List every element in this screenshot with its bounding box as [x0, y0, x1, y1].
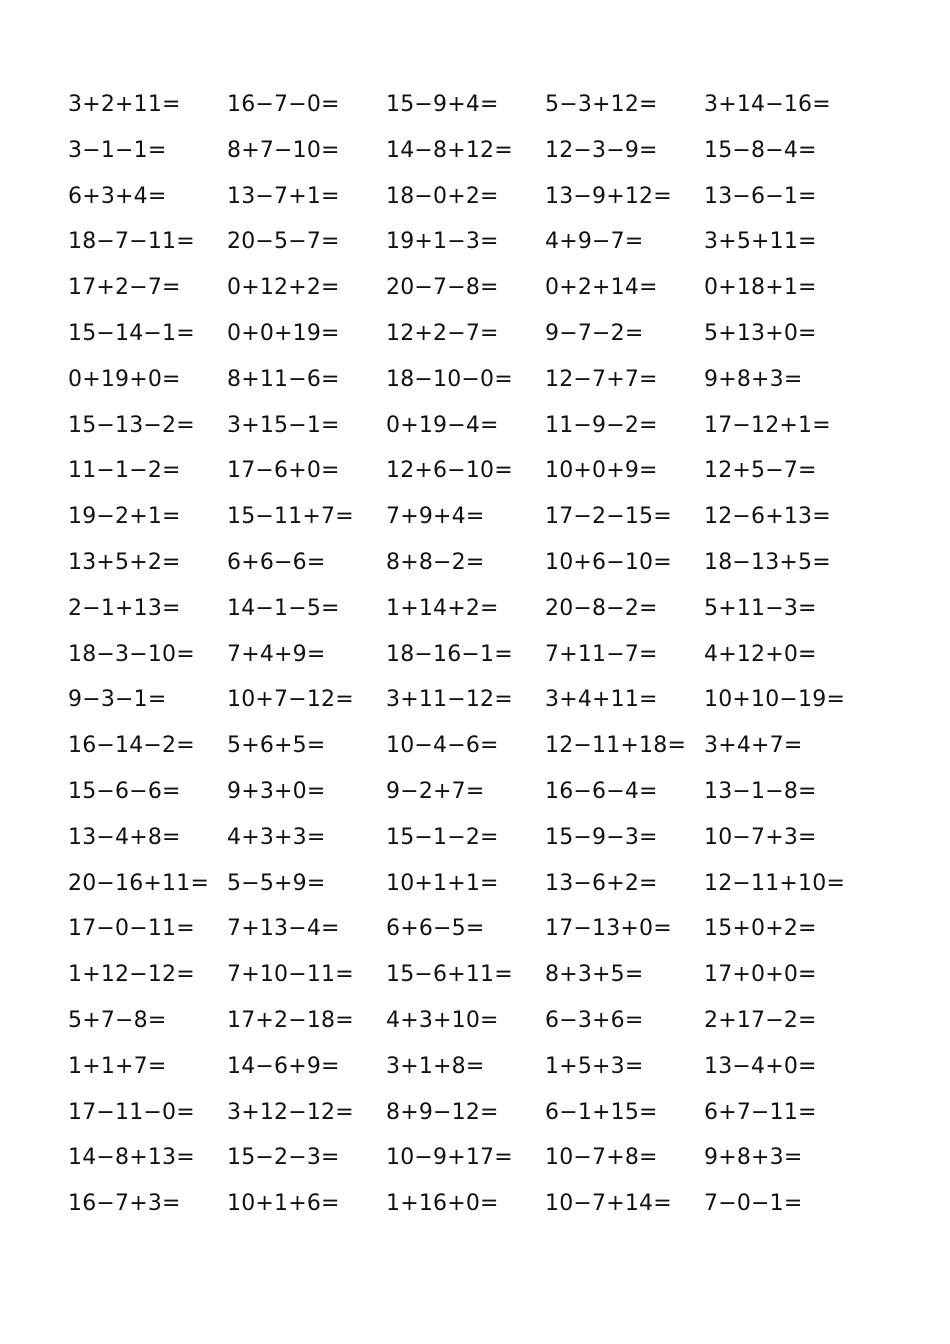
math-problem: 17+2−7=: [68, 275, 181, 301]
math-problem: 12+5−7=: [704, 458, 817, 484]
math-problem: 12+6−10=: [386, 458, 513, 484]
math-problem: 12−11+10=: [704, 870, 846, 896]
math-problem: 6−3+6=: [545, 1007, 644, 1033]
math-problem: 16−6−4=: [545, 778, 658, 804]
math-problem: 14−6+9=: [227, 1053, 340, 1079]
math-problem: 3+4+11=: [545, 687, 658, 713]
math-problem: 15−2−3=: [227, 1145, 340, 1171]
math-problem: 9+3+0=: [227, 778, 326, 804]
math-problem: 6+3+4=: [68, 183, 167, 209]
math-problem: 11−9−2=: [545, 412, 658, 438]
math-problem: 4+3+10=: [386, 1007, 499, 1033]
math-problem: 2−1+13=: [68, 595, 181, 621]
math-problem: 10−7+8=: [545, 1145, 658, 1171]
math-problem: 1+5+3=: [545, 1053, 644, 1079]
math-problem: 20−16+11=: [68, 870, 210, 896]
math-problem: 0+12+2=: [227, 275, 340, 301]
math-problem: 16−7+3=: [68, 1191, 181, 1217]
math-problem: 12−6+13=: [704, 504, 831, 530]
math-problem: 10+10−19=: [704, 687, 846, 713]
math-problem: 8+11−6=: [227, 366, 340, 392]
math-problem: 12−11+18=: [545, 733, 687, 759]
math-problem: 13−1−8=: [704, 778, 817, 804]
math-problem: 3+2+11=: [68, 92, 181, 117]
math-problem: 3−1−1=: [68, 137, 167, 163]
math-problem: 6+6−6=: [227, 549, 326, 575]
math-problem: 12−3−9=: [545, 137, 658, 163]
math-problem: 9+8+3=: [704, 366, 803, 392]
math-problem: 8+7−10=: [227, 137, 340, 163]
math-problem: 9−3−1=: [68, 687, 167, 713]
math-problem: 3+12−12=: [227, 1099, 354, 1125]
math-problem: 18−13+5=: [704, 549, 831, 575]
math-problem: 13−4+8=: [68, 824, 181, 850]
math-problem: 15−6−6=: [68, 778, 181, 804]
math-problem: 17−12+1=: [704, 412, 831, 438]
math-problem: 5−3+12=: [545, 92, 658, 117]
math-problem: 13−9+12=: [545, 183, 672, 209]
math-problem: 10+0+9=: [545, 458, 658, 484]
math-problem: 10−7+14=: [545, 1191, 672, 1217]
math-problem: 19+1−3=: [386, 229, 499, 255]
math-problem: 17−6+0=: [227, 458, 340, 484]
math-problem: 15−11+7=: [227, 504, 354, 530]
math-problem: 17−0−11=: [68, 916, 195, 942]
math-problem: 8+8−2=: [386, 549, 485, 575]
math-problem: 18−10−0=: [386, 366, 513, 392]
math-problem: 9+8+3=: [704, 1145, 803, 1171]
math-problem: 14−8+13=: [68, 1145, 195, 1171]
math-problem: 0+0+19=: [227, 320, 340, 346]
math-problem: 18−3−10=: [68, 641, 195, 667]
math-problem: 3+11−12=: [386, 687, 513, 713]
math-problem: 0+19−4=: [386, 412, 499, 438]
math-problem: 19−2+1=: [68, 504, 181, 530]
problem-grid: [68, 82, 898, 1227]
math-problem: 10+7−12=: [227, 687, 354, 713]
math-problem: 0+18+1=: [704, 275, 817, 301]
math-problem: 10+1+6=: [227, 1191, 340, 1217]
math-problem: 2+17−2=: [704, 1007, 817, 1033]
math-problem: 13−6+2=: [545, 870, 658, 896]
math-problem: 10−9+17=: [386, 1145, 513, 1171]
math-problem: 10+6−10=: [545, 549, 672, 575]
math-problem: 5+7−8=: [68, 1007, 167, 1033]
math-problem: 14−1−5=: [227, 595, 340, 621]
math-problem: 1+12−12=: [68, 962, 195, 988]
math-problem: 10−7+3=: [704, 824, 817, 850]
math-problem: 13−7+1=: [227, 183, 340, 209]
math-problem: 7+10−11=: [227, 962, 354, 988]
math-problem: 17−11−0=: [68, 1099, 195, 1125]
math-problem: 17−2−15=: [545, 504, 672, 530]
math-problem: 15+0+2=: [704, 916, 817, 942]
math-problem: 3+5+11=: [704, 229, 817, 255]
math-problem: 4+3+3=: [227, 824, 326, 850]
math-problem: 5+13+0=: [704, 320, 817, 346]
math-problem: 6−1+15=: [545, 1099, 658, 1125]
math-problem: 12+2−7=: [386, 320, 499, 346]
math-problem: 7+13−4=: [227, 916, 340, 942]
math-problem: 16−14−2=: [68, 733, 195, 759]
math-problem: 8+9−12=: [386, 1099, 499, 1125]
math-problem: 7+9+4=: [386, 504, 485, 530]
math-problem: 13−4+0=: [704, 1053, 817, 1079]
math-problem: 18−0+2=: [386, 183, 499, 209]
math-problem: 7+11−7=: [545, 641, 658, 667]
math-problem: 17+2−18=: [227, 1007, 354, 1033]
math-problem: 15−9+4=: [386, 92, 499, 117]
math-problem: 15−9−3=: [545, 824, 658, 850]
math-problem: 3+15−1=: [227, 412, 340, 438]
math-problem: 16−7−0=: [227, 92, 340, 117]
math-problem: 6+7−11=: [704, 1099, 817, 1125]
math-problem: 3+4+7=: [704, 733, 803, 759]
math-problem: 7−0−1=: [704, 1191, 803, 1217]
math-problem: 13−6−1=: [704, 183, 817, 209]
math-problem: 14−8+12=: [386, 137, 513, 163]
math-problem: 17+0+0=: [704, 962, 817, 988]
math-problem: 11−1−2=: [68, 458, 181, 484]
math-problem: 20−8−2=: [545, 595, 658, 621]
math-problem: 15−6+11=: [386, 962, 513, 988]
math-problem: 1+14+2=: [386, 595, 499, 621]
math-problem: 10+1+1=: [386, 870, 499, 896]
math-problem: 6+6−5=: [386, 916, 485, 942]
math-problem: 1+1+7=: [68, 1053, 167, 1079]
math-problem: 17−13+0=: [545, 916, 672, 942]
math-problem: 10−4−6=: [386, 733, 499, 759]
math-problem: 5+6+5=: [227, 733, 326, 759]
math-problem: 15−1−2=: [386, 824, 499, 850]
math-problem: 20−5−7=: [227, 229, 340, 255]
math-problem: 0+19+0=: [68, 366, 181, 392]
math-problem: 15−8−4=: [704, 137, 817, 163]
math-problem: 20−7−8=: [386, 275, 499, 301]
math-problem: 8+3+5=: [545, 962, 644, 988]
math-problem: 5−5+9=: [227, 870, 326, 896]
math-problem: 3+1+8=: [386, 1053, 485, 1079]
math-problem: 9−2+7=: [386, 778, 485, 804]
math-problem: 18−16−1=: [386, 641, 513, 667]
math-problem: 12−7+7=: [545, 366, 658, 392]
math-problem: 13+5+2=: [68, 549, 181, 575]
math-problem: 7+4+9=: [227, 641, 326, 667]
math-problem: 1+16+0=: [386, 1191, 499, 1217]
math-problem: 4+12+0=: [704, 641, 817, 667]
math-problem: 0+2+14=: [545, 275, 658, 301]
math-problem: 15−14−1=: [68, 320, 195, 346]
math-problem: 9−7−2=: [545, 320, 644, 346]
math-problem: 3+14−16=: [704, 92, 831, 117]
math-problem: 4+9−7=: [545, 229, 644, 255]
math-problem: 18−7−11=: [68, 229, 195, 255]
math-problem: 15−13−2=: [68, 412, 195, 438]
math-problem: 5+11−3=: [704, 595, 817, 621]
